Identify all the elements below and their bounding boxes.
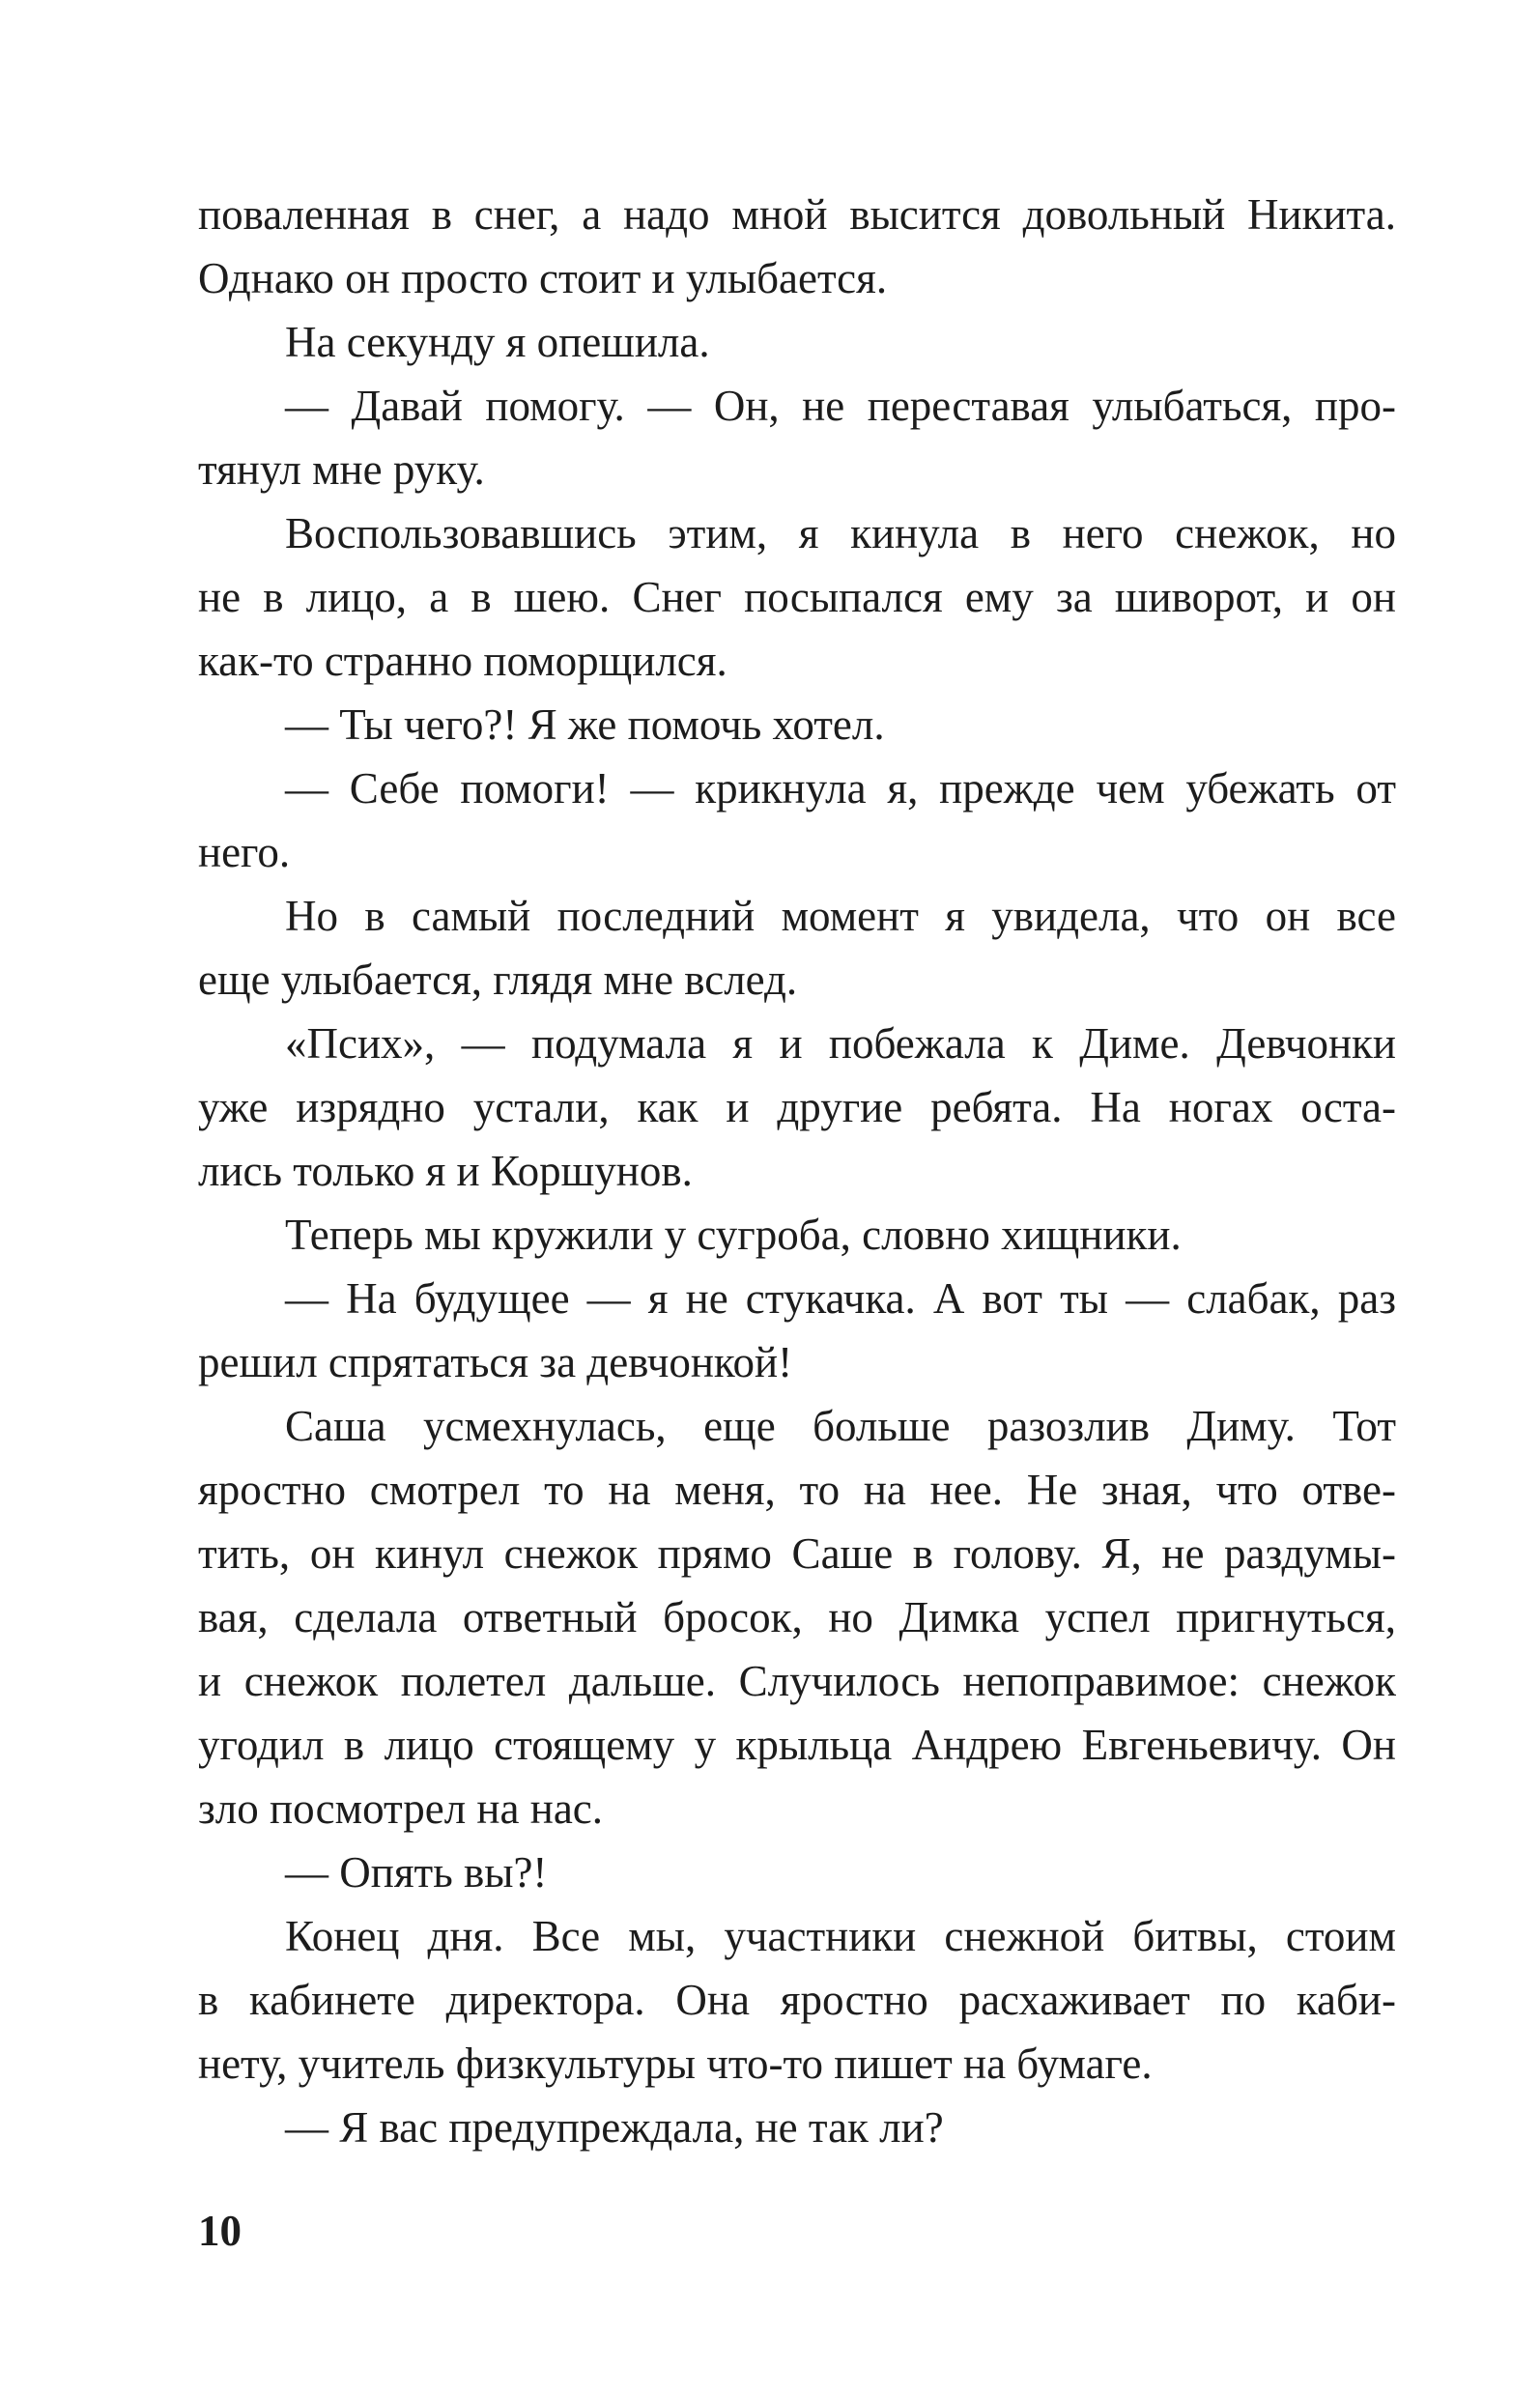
text-line: — На будущее — я не стукачка. А вот ты — слабак, раз (285, 1274, 1396, 1323)
text-line: На секунду я опешила. (285, 318, 710, 366)
text-line: — Опять вы?! (285, 1848, 548, 1897)
text-line: тянул мне руку. (198, 445, 485, 494)
text-line: яростно смотрел то на меня, то на нее. Не зная, что отве- (198, 1466, 1396, 1514)
text-line: как-то странно поморщился. (198, 637, 727, 685)
text-line: лись только я и Коршунов. (198, 1147, 693, 1195)
text-line: него. (198, 828, 291, 876)
text-line: зло посмотрел на нас. (198, 1784, 604, 1833)
text-line: — Давай помогу. — Он, не переставая улыбаться, про- (285, 382, 1396, 430)
text-line: вая, сделала ответный бросок, но Димка успел пригнуться, (198, 1593, 1396, 1641)
page-text (198, 183, 1396, 2159)
text-line: уже изрядно устали, как и другие ребята. На ногах оста- (198, 1083, 1396, 1131)
text-line: и снежок полетел дальше. Случилось непоправимое: снежок (198, 1657, 1396, 1705)
text-line: Теперь мы кружили у сугроба, словно хищники. (285, 1211, 1182, 1259)
text-line: поваленная в снег, а надо мной высится довольный Никита. (198, 190, 1396, 239)
text-line: решил спрятаться за девчонкой! (198, 1338, 793, 1386)
text-line: Саша усмехнулась, еще больше разозлив Диму. Тот (285, 1402, 1396, 1450)
text-line: Но в самый последний момент я увидела, что он все (285, 892, 1396, 940)
text-line: — Себе помоги! — крикнула я, прежде чем убежать от (285, 764, 1396, 813)
text-line: еще улыбается, глядя мне вслед. (198, 956, 798, 1004)
text-line: Однако он просто стоит и улыбается. (198, 254, 888, 302)
text-line: Конец дня. Все мы, участники снежной битвы, стоим (285, 1912, 1396, 1960)
text-line: тить, он кинул снежок прямо Саше в голову. Я, не раздумы- (198, 1529, 1396, 1578)
text-line: в кабинете директора. Она яростно расхаживает по каби- (198, 1976, 1396, 2024)
text-line: — Я вас предупреждала, не так ли? (285, 2103, 944, 2152)
text-line: нету, учитель физкультуры что-то пишет на бумаге. (198, 2039, 1153, 2088)
text-line: — Ты чего?! Я же помочь хотел. (285, 700, 885, 749)
text-line: угодил в лицо стоящему у крыльца Андрею Евгеньевичу. Он (198, 1721, 1396, 1769)
page-number: 10 (198, 2207, 242, 2255)
text-line: «Псих», — подумала я и побежала к Диме. Девчонки (285, 1019, 1396, 1068)
text-line: не в лицо, а в шею. Снег посыпался ему за шиворот, и он (198, 573, 1396, 621)
text-line: Воспользовавшись этим, я кинула в него снежок, но (285, 509, 1396, 557)
